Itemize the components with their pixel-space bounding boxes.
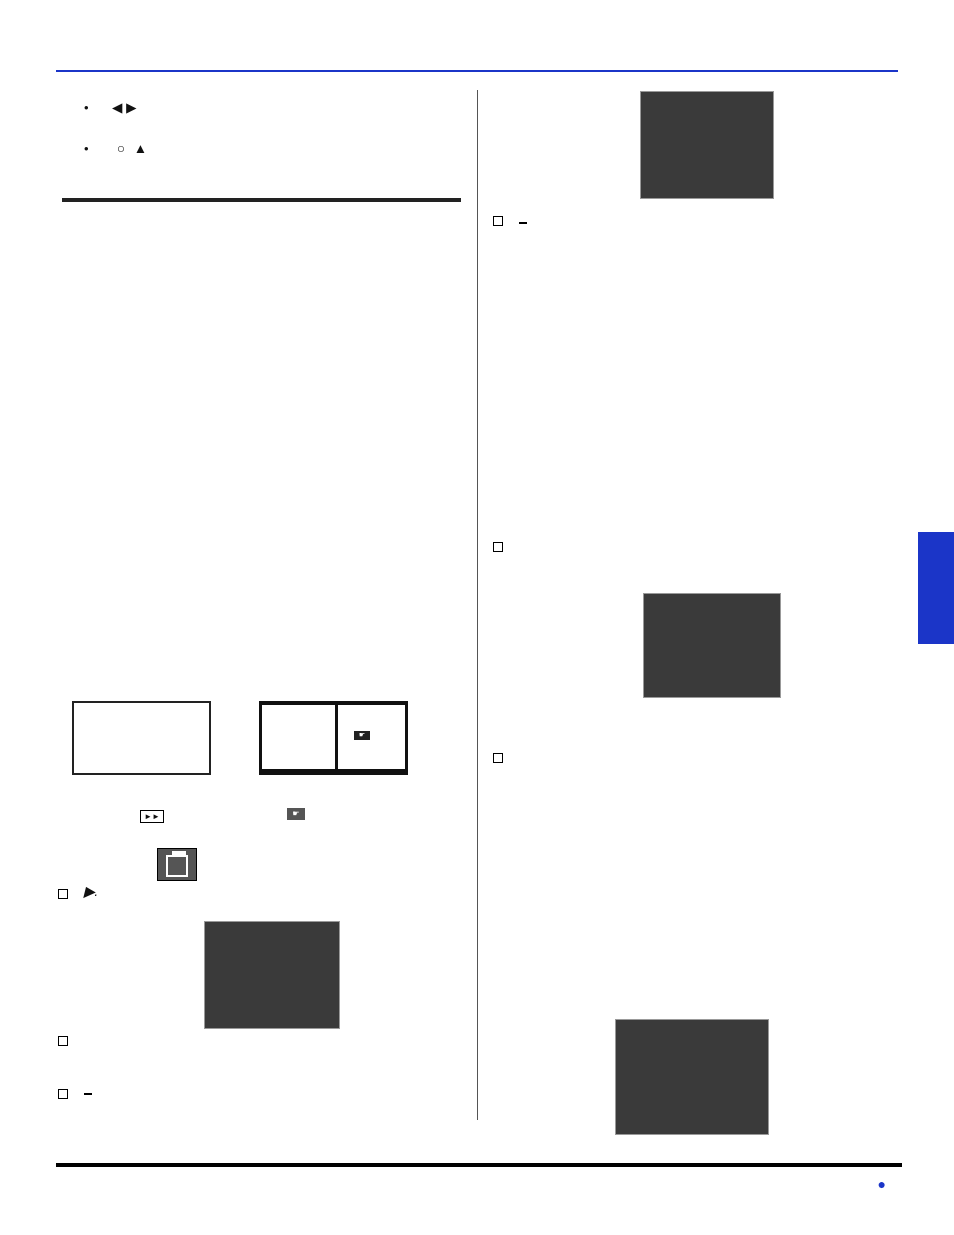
footer-rule <box>56 1163 902 1167</box>
hand-pointer-icon: ☛ <box>287 808 305 820</box>
checkbox-bullet <box>58 1033 68 1051</box>
header-rule <box>56 70 898 72</box>
zoom-screen <box>643 593 781 698</box>
rvb-screen <box>615 1019 769 1135</box>
split-screen-lock <box>259 701 408 775</box>
cc-icon <box>519 222 527 224</box>
checkbox-bullet <box>58 1086 68 1104</box>
main-image-lock-screen <box>72 701 211 775</box>
hand-pointer-icon: ☛ <box>354 731 370 740</box>
checkbox-bullet <box>493 539 503 557</box>
menu-button-icon: ○ <box>116 141 126 156</box>
split-main-pane <box>262 705 335 769</box>
bullet-dot: • <box>84 100 89 115</box>
bullet-dot: • <box>84 141 89 156</box>
column-divider <box>477 90 478 1120</box>
checkbox-bullet <box>493 213 503 231</box>
bullet-vol-text: ◀ ▶ <box>112 100 137 115</box>
ratings-table <box>62 198 461 202</box>
reglage-intro: ▶. <box>84 884 99 899</box>
sous-titres-item <box>519 211 898 228</box>
bullet-menu-text: ○ ▲ <box>112 141 463 157</box>
cc-icon <box>84 1093 92 1095</box>
reglage-menu-screen-cc <box>640 91 774 199</box>
language-side-tab <box>918 532 954 644</box>
settings-toolbox-icon <box>157 848 197 881</box>
split-sub-pane <box>338 705 405 769</box>
page-number: ● <box>877 1176 886 1192</box>
checkbox-bullet <box>58 886 68 904</box>
ef-muet-item <box>84 1082 463 1099</box>
checkbox-bullet <box>493 750 503 768</box>
reglage-menu-screen <box>204 921 340 1029</box>
split-ctrl-button-icon: ►► <box>140 810 164 823</box>
